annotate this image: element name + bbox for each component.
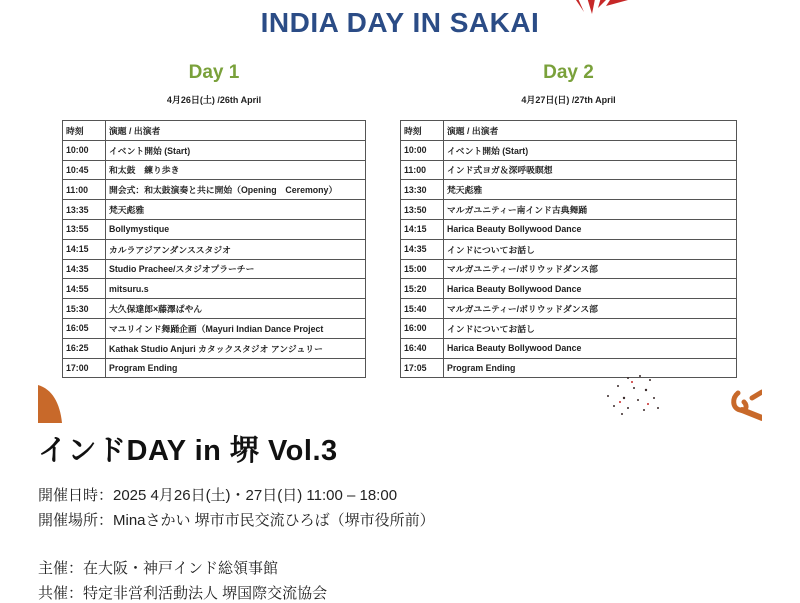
row-program: Program Ending xyxy=(106,358,366,378)
table-row xyxy=(401,299,737,319)
table-row xyxy=(63,259,366,279)
row-time: 16:40 xyxy=(401,338,444,358)
header-program: 演題 / 出演者 xyxy=(444,121,737,141)
event-venue: 開催場所：Minaさかい 堺市市民交流ひろば（堺市役所前） xyxy=(38,512,435,529)
row-time: 10:00 xyxy=(63,140,106,160)
row-program: Studio Prachee/スタジオプラーチー xyxy=(106,259,366,279)
row-time: 13:35 xyxy=(63,200,106,220)
table-row xyxy=(401,358,737,378)
table-row xyxy=(63,219,366,239)
table-row xyxy=(63,180,366,200)
row-program: mitsuru.s xyxy=(106,279,366,299)
row-time: 15:30 xyxy=(63,299,106,319)
row-program: インドについてお話し xyxy=(444,239,737,259)
row-program: Program Ending xyxy=(444,358,737,378)
row-program: Harica Beauty Bollywood Dance xyxy=(444,279,737,299)
row-time: 10:45 xyxy=(63,160,106,180)
row-time: 14:15 xyxy=(401,219,444,239)
row-program: Bollymystique xyxy=(106,219,366,239)
header-time: 時刻 xyxy=(401,121,444,141)
row-time: 10:00 xyxy=(401,140,444,160)
row-program: Harica Beauty Bollywood Dance xyxy=(444,338,737,358)
row-program: マルガユニティー/ボリウッドダンス部 xyxy=(444,299,737,319)
table-row xyxy=(63,318,366,338)
day1-date: 4月26日(土) /26th April xyxy=(166,95,262,105)
header-time: 時刻 xyxy=(63,121,106,141)
table-row xyxy=(63,140,366,160)
row-time: 14:55 xyxy=(63,279,106,299)
table-row xyxy=(401,180,737,200)
table-row xyxy=(63,200,366,220)
row-time: 13:30 xyxy=(401,180,444,200)
row-time: 15:40 xyxy=(401,299,444,319)
header-program: 演題 / 出演者 xyxy=(106,121,366,141)
table-row xyxy=(63,239,366,259)
table-row xyxy=(63,299,366,319)
title-decoration xyxy=(180,0,620,2)
row-program: 開会式：和太鼓演奏と共に開始（Opening Ceremony） xyxy=(106,180,366,200)
row-program: マユリインド舞踊企画（Mayuri Indian Dance Project xyxy=(106,318,366,338)
table-header-row xyxy=(401,121,737,141)
event-datetime: 開催日時：2025 4月26日(土)・27日(日) 11:00 – 18:00 xyxy=(38,487,398,504)
dots-decoration xyxy=(598,372,668,418)
event-title: インドDAY in 堺 Vol.3 xyxy=(38,435,338,467)
row-program: 梵天彪雅 xyxy=(444,180,737,200)
row-program: マルガユニティー南インド古典舞踊 xyxy=(444,200,737,220)
day1-schedule-table xyxy=(62,120,366,378)
row-program: イベント開始 (Start) xyxy=(106,140,366,160)
row-program: カルラアジアンダンススタジオ xyxy=(106,239,366,259)
row-program: Kathak Studio Anjuri カタックスタジオ アンジュリー xyxy=(106,338,366,358)
table-row xyxy=(401,219,737,239)
day2-date: 4月27日(日) /27th April xyxy=(521,95,616,105)
table-row xyxy=(401,140,737,160)
table-row xyxy=(401,318,737,338)
row-time: 14:35 xyxy=(63,259,106,279)
table-row xyxy=(63,279,366,299)
event-cohost: 共催：特定非営利活動法人 堺国際交流協会 xyxy=(38,585,328,602)
row-time: 11:00 xyxy=(401,160,444,180)
poster-title: INDIA DAY IN SAKAI xyxy=(260,7,540,38)
orange-decoration-left xyxy=(38,385,62,423)
day2-label: Day 2 xyxy=(543,62,594,83)
day1-header xyxy=(62,62,366,106)
row-program: Harica Beauty Bollywood Dance xyxy=(444,219,737,239)
day1-label: Day 1 xyxy=(188,62,240,83)
table-row xyxy=(401,160,737,180)
row-program: マルガユニティー/ボリウッドダンス部 xyxy=(444,259,737,279)
day2-schedule-table xyxy=(400,120,737,378)
row-time: 14:15 xyxy=(63,239,106,259)
table-row xyxy=(401,338,737,358)
row-time: 13:50 xyxy=(401,200,444,220)
row-program: 梵天彪雅 xyxy=(106,200,366,220)
table-row xyxy=(401,259,737,279)
orange-decoration-right xyxy=(728,388,762,423)
table-row xyxy=(63,358,366,378)
table-header-row xyxy=(63,121,366,141)
row-time: 14:35 xyxy=(401,239,444,259)
table-row xyxy=(401,279,737,299)
row-time: 13:55 xyxy=(63,219,106,239)
row-program: イベント開始 (Start) xyxy=(444,140,737,160)
event-poster xyxy=(38,0,762,423)
row-time: 17:05 xyxy=(401,358,444,378)
table-row xyxy=(401,239,737,259)
row-time: 11:00 xyxy=(63,180,106,200)
row-time: 15:20 xyxy=(401,279,444,299)
table-row xyxy=(401,200,737,220)
event-host: 主催：在大阪・神戸インド総領事館 xyxy=(38,560,279,577)
row-program: 和太鼓 練り歩き xyxy=(106,160,366,180)
row-time: 15:00 xyxy=(401,259,444,279)
row-time: 16:00 xyxy=(401,318,444,338)
table-row xyxy=(63,160,366,180)
day2-header xyxy=(400,62,737,106)
row-time: 16:05 xyxy=(63,318,106,338)
row-time: 16:25 xyxy=(63,338,106,358)
row-program: 大久保達郎×藤澤ぱやん xyxy=(106,299,366,319)
row-program: インド式ヨガ＆深呼吸瞑想 xyxy=(444,160,737,180)
table-row xyxy=(63,338,366,358)
row-time: 17:00 xyxy=(63,358,106,378)
row-program: インドについてお話し xyxy=(444,318,737,338)
